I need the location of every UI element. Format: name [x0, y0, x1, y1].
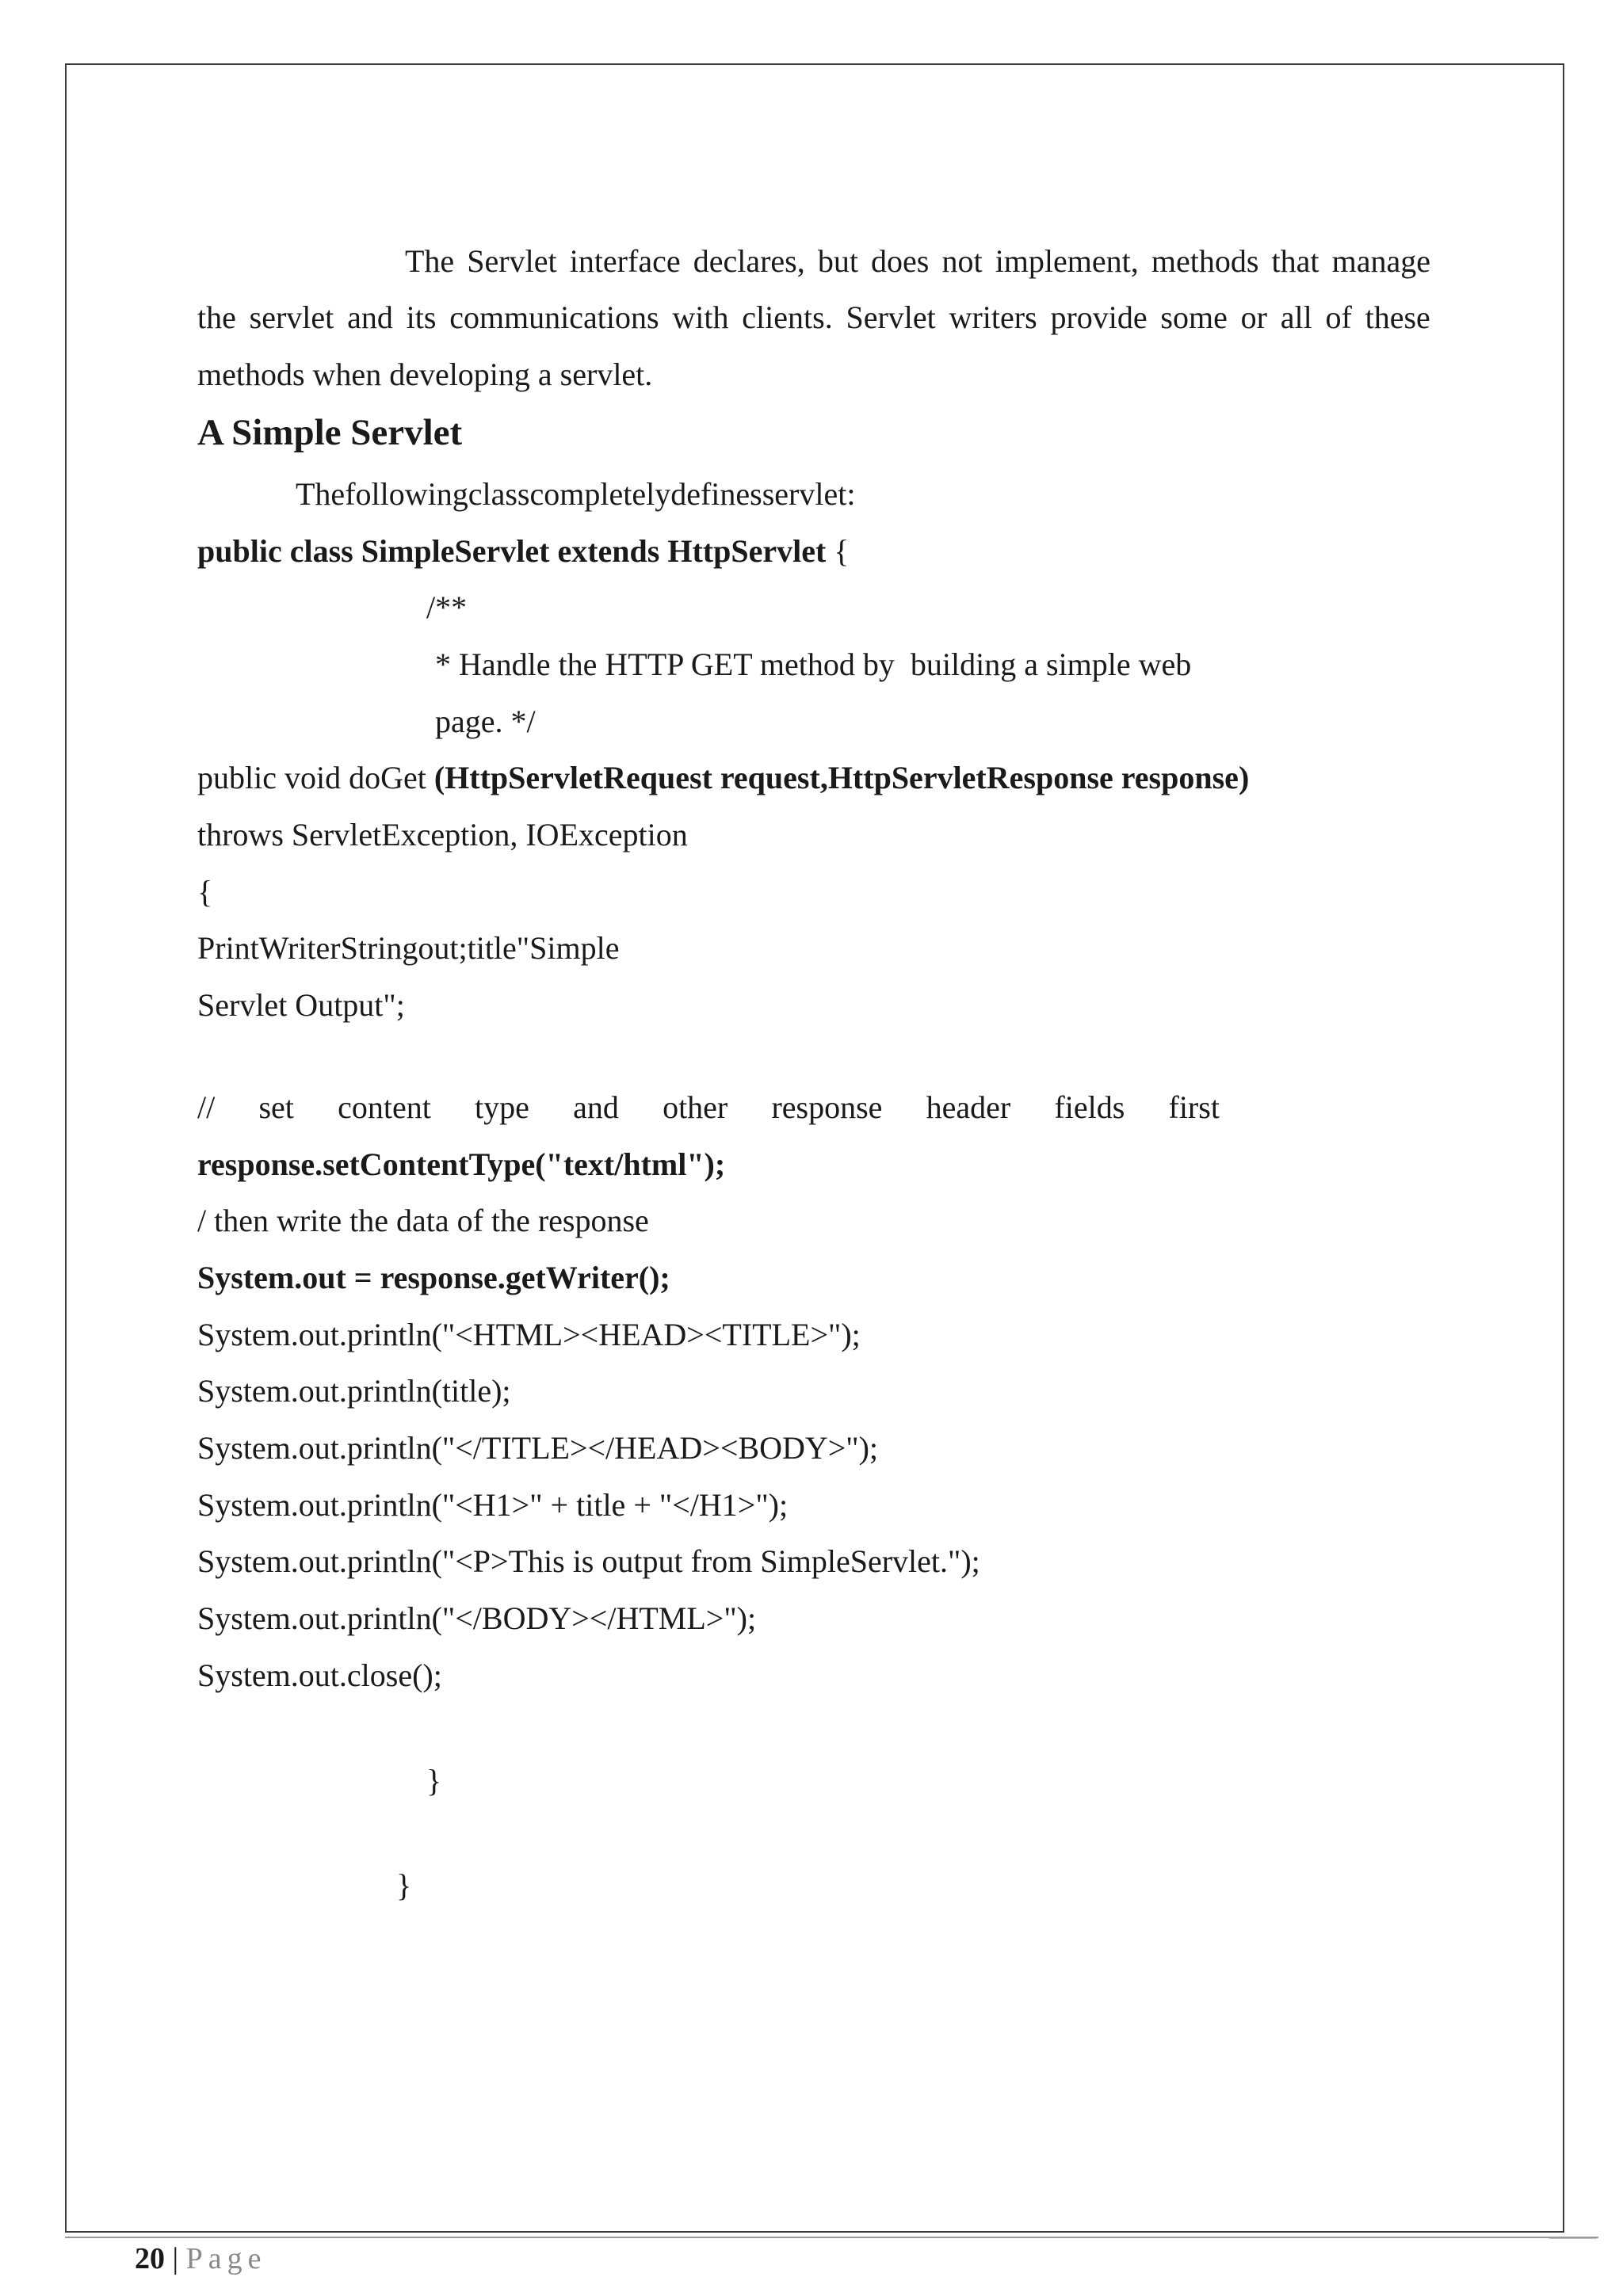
code-comment-word: fields — [1054, 1089, 1125, 1125]
paragraph-line-2-word: some — [1160, 299, 1228, 335]
code-open-brace: { — [197, 874, 213, 910]
footer-rule-extension — [1549, 2238, 1597, 2239]
paragraph-line-2-word: with — [672, 299, 729, 335]
code-class-declaration — [197, 532, 849, 570]
code-println-4: System.out.println("<H1>" + title + "</H1>"); — [197, 1487, 789, 1523]
code-throws: throws ServletException, IOException — [197, 817, 688, 852]
code-method-params: (HttpServletRequest request,HttpServletResponse response) — [433, 760, 1250, 795]
section-heading: A Simple Servlet — [197, 412, 463, 453]
code-println-5: System.out.println("<P>This is output from SimpleServlet."); — [197, 1543, 980, 1579]
paragraph-line-2-word: Servlet — [846, 299, 936, 335]
paragraph-line-2 — [197, 299, 1430, 337]
footer-rule — [65, 2237, 1598, 2238]
paragraph-line-2-word: or — [1240, 299, 1267, 335]
paragraph-line-2-word: and — [347, 299, 393, 335]
code-close-brace-method: } — [426, 1763, 442, 1798]
code-comment-word: // — [197, 1089, 216, 1125]
code-comment-word: other — [663, 1089, 728, 1125]
paragraph-line-2-word: servlet — [249, 299, 334, 335]
code-method-signature — [197, 759, 1249, 797]
code-method-prefix: public void doGet — [197, 760, 434, 795]
code-declaration-1: PrintWriterStringout;title"Simple — [197, 930, 620, 966]
code-comment-word: first — [1168, 1089, 1220, 1125]
paragraph-line-2-word: communications — [449, 299, 659, 335]
code-comment-word: content — [338, 1089, 431, 1125]
code-comment-word: type — [475, 1089, 529, 1125]
code-close-call: System.out.close(); — [197, 1657, 442, 1693]
code-comment-word: set — [258, 1089, 294, 1125]
code-println-3: System.out.println("</TITLE></HEAD><BODY>"); — [197, 1430, 879, 1466]
paragraph-line-2-word: of — [1325, 299, 1352, 335]
code-close-brace-class: } — [396, 1867, 412, 1903]
page-footer — [135, 2241, 266, 2277]
paragraph-line-2-word: the — [197, 299, 236, 335]
paragraph-line-2-word: its — [406, 299, 437, 335]
code-comment-then: / then write the data of the response — [197, 1203, 649, 1238]
code-get-writer: System.out = response.getWriter(); — [197, 1260, 670, 1295]
page-word: Page — [185, 2242, 267, 2275]
paragraph-line-2-word: writers — [949, 299, 1037, 335]
code-println-1: System.out.println("<HTML><HEAD><TITLE>"); — [197, 1317, 861, 1352]
paragraph-line-2-word: clients. — [742, 299, 833, 335]
code-comment-line-1: * Handle the HTTP GET method by building a simple web — [435, 646, 1192, 682]
intro-line: Thefollowingclasscompletelydefinesservlet: — [296, 476, 856, 512]
page-number: 20 — [135, 2242, 165, 2275]
footer-separator: | — [165, 2242, 186, 2275]
code-comment-word: and — [573, 1089, 619, 1125]
code-println-6: System.out.println("</BODY></HTML>"); — [197, 1600, 757, 1636]
code-comment-set-content — [197, 1089, 1220, 1127]
code-comment-word: header — [926, 1089, 1011, 1125]
code-class-declaration-bold: public class SimpleServlet extends HttpServlet — [197, 533, 827, 569]
paragraph-line-2-word: all — [1280, 299, 1312, 335]
code-class-declaration-brace: { — [826, 533, 850, 569]
code-println-2: System.out.println(title); — [197, 1373, 511, 1409]
paragraph-line-3: methods when developing a servlet. — [197, 357, 653, 392]
code-comment-open: /** — [426, 589, 468, 625]
paragraph-line-2-word: these — [1365, 299, 1430, 335]
code-set-content-type: response.setContentType("text/html"); — [197, 1146, 726, 1182]
paragraph-line-1: The Servlet interface declares, but does not implement, methods that manage — [405, 243, 1430, 279]
code-declaration-2: Servlet Output"; — [197, 987, 405, 1023]
paragraph-line-2-word: provide — [1050, 299, 1148, 335]
code-comment-line-2: page. */ — [435, 704, 536, 739]
code-comment-word: response — [771, 1089, 883, 1125]
